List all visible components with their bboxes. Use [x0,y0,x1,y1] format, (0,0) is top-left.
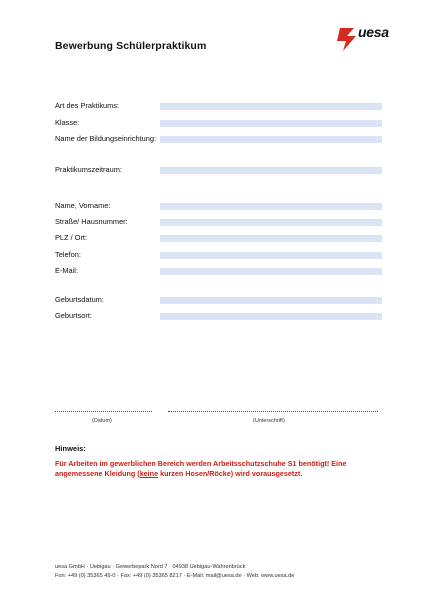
field-input-geburtsdatum[interactable] [160,297,382,304]
hint-text-part1: Für Arbeiten im gewerblichen Bereich werden Arbeitsschutzschuhe S1 benötigt! Eine angemessene Kleidung ( [55,459,347,478]
field-input-klasse[interactable] [160,120,382,127]
hint-text [55,459,375,479]
signature-line[interactable] [168,411,378,412]
field-input-name-vorname[interactable] [160,203,382,210]
field-label-strasse: Straße/ Hausnummer: [55,217,128,226]
field-label-klasse: Klasse: [55,118,80,127]
field-input-strasse[interactable] [160,219,382,226]
hint-title: Hinweis: [55,444,86,453]
date-caption: (Datum) [92,418,112,424]
footer-address: uesa GmbH · Uebigau · Gewerbepark Nord 7 · 04938 Uebigau-Wahrenbrück [55,564,246,570]
signature-caption: (Unterschrift) [253,418,285,424]
hint-text-underlined: keine [139,469,159,478]
field-input-email[interactable] [160,268,382,275]
page-title: Bewerbung Schülerpraktikum [55,40,207,52]
field-input-bildungseinrichtung[interactable] [160,136,382,143]
field-label-bildungseinrichtung: Name der Bildungseinrichtung: [55,134,157,143]
field-label-email: E-Mail: [55,266,78,275]
field-label-praktikumszeitraum: Praktikumszeitraum: [55,165,122,174]
logo-wordmark: uesa [358,24,389,40]
field-label-name-vorname: Name, Vorname: [55,201,111,210]
field-input-praktikumszeitraum[interactable] [160,167,382,174]
field-label-telefon: Telefon: [55,250,81,259]
field-input-geburtsort[interactable] [160,313,382,320]
hint-text-part2: kurzen Hosen/Röcke) wird vorausgesetzt. [158,469,303,478]
field-label-plz-ort: PLZ / Ort: [55,233,88,242]
date-signature-line[interactable] [55,411,152,412]
field-input-telefon[interactable] [160,252,382,259]
field-input-plz-ort[interactable] [160,235,382,242]
field-label-geburtsort: Geburtsort: [55,311,92,320]
field-label-geburtsdatum: Geburtsdatum: [55,295,104,304]
field-label-art-des-praktikums: Art des Praktikums: [55,101,120,110]
footer-contact: Fon: +49 (0) 35365 49-0 · Fax: +49 (0) 35365 8217 · E-Mail: mail@uesa.de · Web: www.uesa.de [55,573,295,579]
field-input-art-des-praktikums[interactable] [160,103,382,110]
